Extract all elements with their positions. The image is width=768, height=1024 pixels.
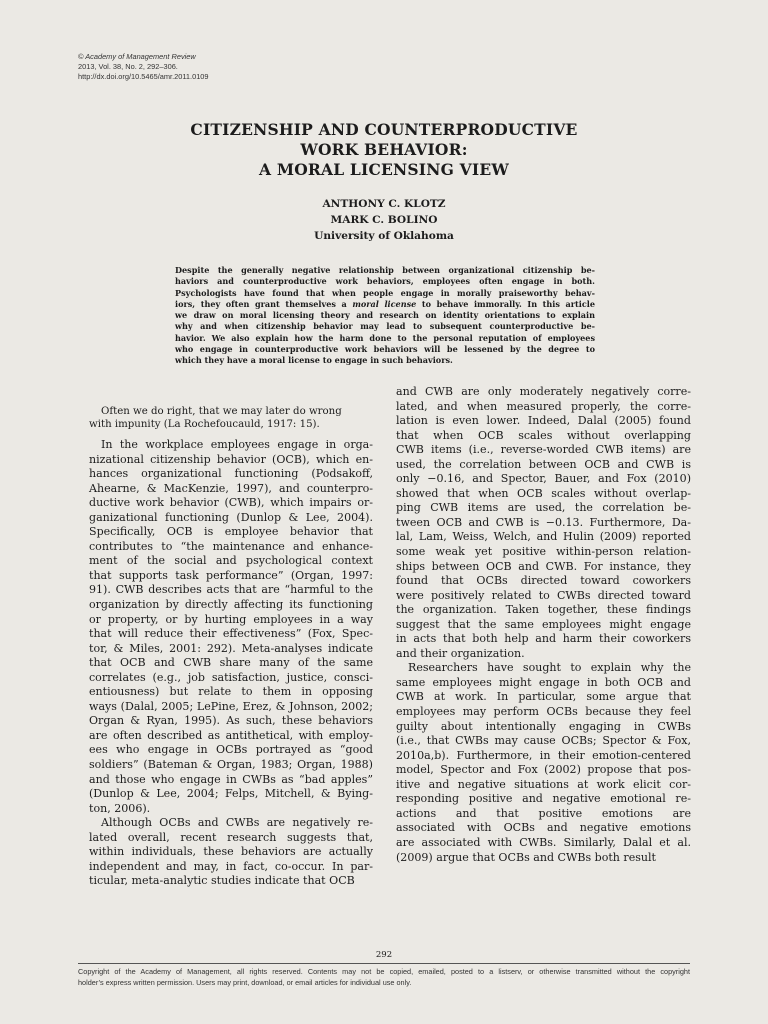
- body-line: that supports task performance” (Organ, 1997:: [89, 568, 373, 582]
- body-line: ping CWB items are used, the correlation be-: [396, 501, 691, 515]
- body-line: were positively related to CWBs directed toward: [396, 588, 691, 602]
- abstract-line: haviors and counterproductive work behaviors, employees often engage in both.: [175, 276, 595, 287]
- body-line: ees who engage in OCBs portrayed as “good: [89, 743, 373, 757]
- epigraph-line: with impunity (La Rochefoucauld, 1917: 15).: [89, 419, 320, 430]
- body-line: contributes to “the maintenance and enhance-: [89, 539, 373, 553]
- body-line: ships between OCB and CWB. For instance, they: [396, 559, 691, 573]
- body-line: employees may perform OCBs because they feel: [396, 705, 691, 719]
- body-line: same employees might engage in both OCB and: [396, 675, 691, 689]
- author-name: MARK C. BOLINO: [330, 214, 438, 226]
- epigraph: [89, 405, 373, 431]
- epigraph-line: Often we do right, that we may later do wrong: [101, 406, 342, 417]
- body-line: tor, & Miles, 2001: 292). Meta-analyses indicate: [89, 641, 373, 655]
- doi-link[interactable]: http://dx.doi.org/10.5465/amr.2011.0109: [78, 72, 209, 81]
- copyright-line: Copyright of the Academy of Management, all rights reserved. Contents may not be copied, emailed, posted to a listserv, or otherwise transmitted without the copyright: [78, 967, 690, 976]
- body-line: that when OCB scales without overlapping: [396, 428, 691, 442]
- journal-header: [78, 52, 209, 82]
- abstract-line: which they have a moral license to engage in such behaviors.: [175, 355, 453, 365]
- body-line: found that OCBs directed toward coworkers: [396, 574, 691, 588]
- body-line: correlates (e.g., job satisfaction, justice, consci-: [89, 670, 373, 684]
- abstract-line: why and when citizenship behavior may lead to subsequent counterproductive be-: [175, 321, 595, 332]
- body-line: showed that when OCB scales without overlap-: [396, 486, 691, 500]
- body-line: associated with OCBs and negative emotions: [396, 821, 691, 835]
- body-line: lal, Lam, Weiss, Welch, and Hulin (2009) reported: [396, 530, 691, 544]
- title-line: A MORAL LICENSING VIEW: [259, 160, 509, 179]
- journal-name: © Academy of Management Review: [78, 52, 196, 61]
- body-line: CWB items (i.e., reverse-worded CWB items) are: [396, 443, 691, 457]
- article-title: [0, 120, 768, 180]
- body-line: that OCB and CWB share many of the same: [89, 656, 373, 670]
- body-line: soldiers” (Bateman & Organ, 1983; Organ, 1988): [89, 758, 373, 772]
- body-line: ways (Dalal, 2005; LePine, Erez, & Johnson, 2002;: [89, 699, 373, 713]
- abstract-line: we draw on moral licensing theory and research on identity orientations to explain: [175, 310, 595, 320]
- page-number: 292: [375, 950, 393, 960]
- body-line: only −0.16, and Spector, Bauer, and Fox (2010): [396, 472, 691, 486]
- body-line: and their organization.: [396, 646, 525, 660]
- body-line: some weak yet positive within-person relation-: [396, 545, 691, 559]
- body-line: In the workplace employees engage in orga-: [101, 438, 373, 451]
- body-line: tween OCB and CWB is −0.13. Furthermore, Da-: [396, 515, 691, 529]
- abstract-line: Despite the generally negative relationship between organizational citizenship be-: [175, 265, 595, 275]
- abstract-line: Psychologists have found that when people engage in morally praiseworthy behav-: [175, 287, 595, 298]
- body-line: Researchers have sought to explain why the: [408, 661, 691, 675]
- body-line: lated, and when measured properly, the corre-: [396, 399, 691, 413]
- abstract-line: iors, they often grant themselves a moral license to behave immorally. In this article: [175, 298, 595, 309]
- body-line: guilty about intentionally engaging in CWBs: [396, 719, 691, 733]
- copyright-line: holder’s express written permission. Users may print, download, or email articles for individual use only.: [78, 977, 412, 987]
- abstract-line: who engage in counterproductive work behaviors will be lessened by the degree to: [175, 343, 595, 354]
- right-column: [396, 385, 691, 865]
- body-line: (i.e., that CWBs may cause OCBs; Spector & Fox,: [396, 734, 691, 748]
- body-line: are associated with CWBs. Similarly, Dalal et al.: [396, 835, 691, 849]
- body-line: 2010a,b). Furthermore, in their emotion-centered: [396, 748, 691, 762]
- body-line: within individuals, these behaviors are actually: [89, 845, 373, 859]
- body-line: Although OCBs and CWBs are negatively re-: [101, 816, 373, 830]
- body-line: 91). CWB describes acts that are “harmful to the: [89, 583, 373, 597]
- body-line: nizational citizenship behavior (OCB), which en-: [89, 452, 373, 466]
- body-line: Specifically, OCB is employee behavior that: [89, 525, 373, 539]
- left-column: [89, 405, 373, 889]
- body-line: are often described as antithetical, with employ-: [89, 728, 373, 742]
- body-line: lated overall, recent research suggests that,: [89, 830, 373, 844]
- body-line: hances organizational functioning (Podsakoff,: [89, 467, 373, 481]
- body-line: ticular, meta-analytic studies indicate that OCB: [89, 874, 355, 888]
- title-line: CITIZENSHIP AND COUNTERPRODUCTIVE: [190, 120, 578, 139]
- body-line: independent and may, in fact, co-occur. In par-: [89, 859, 373, 873]
- body-line: ductive work behavior (CWB), which impairs or-: [89, 496, 373, 510]
- body-line: suggest that the same employees might engage: [396, 617, 691, 631]
- body-line: (2009) argue that OCBs and CWBs both result: [396, 850, 656, 864]
- body-line: responding positive and negative emotional re-: [396, 792, 691, 806]
- body-line: itive and negative situations at work elicit cor-: [396, 777, 691, 791]
- body-line: ment of the social and psychological context: [89, 554, 373, 568]
- left-column-body: [89, 438, 373, 889]
- title-line: WORK BEHAVIOR:: [300, 140, 468, 159]
- body-line: (Dunlop & Lee, 2004; Felps, Mitchell, & Bying-: [89, 787, 373, 801]
- abstract: [175, 265, 595, 366]
- body-line: actions and that positive emotions are: [396, 806, 691, 820]
- body-line: Ahearne, & MacKenzie, 1997), and counterpro-: [89, 481, 373, 495]
- body-line: or property, or by hurting employees in a way: [89, 612, 373, 626]
- body-line: CWB at work. In particular, some argue that: [396, 690, 691, 704]
- body-line: used, the correlation between OCB and CWB is: [396, 457, 691, 471]
- body-line: the organization. Taken together, these findings: [396, 603, 691, 617]
- body-line: entiousness) but relate to them in opposing: [89, 685, 373, 699]
- body-line: and those who engage in CWBs as “bad apples”: [89, 772, 373, 786]
- author-block: [0, 196, 768, 244]
- abstract-line: havior. We also explain how the harm done to the personal reputation of employees: [175, 332, 595, 343]
- author-affiliation: University of Oklahoma: [314, 230, 454, 242]
- body-line: lation is even lower. Indeed, Dalal (2005) found: [396, 414, 691, 428]
- body-line: ton, 2006).: [89, 801, 151, 815]
- body-line: model, Spector and Fox (2002) propose that pos-: [396, 763, 691, 777]
- body-line: in acts that both help and harm their coworkers: [396, 632, 691, 646]
- footer-divider: [78, 963, 690, 964]
- body-line: that will reduce their effectiveness” (Fox, Spec-: [89, 627, 373, 641]
- body-line: ganizational functioning (Dunlop & Lee, 2004).: [89, 510, 373, 524]
- volume-info: 2013, Vol. 38, No. 2, 292–306.: [78, 62, 178, 71]
- body-line: organization by directly affecting its functioning: [89, 598, 373, 612]
- author-name: ANTHONY C. KLOTZ: [322, 198, 446, 210]
- body-line: and CWB are only moderately negatively corre-: [396, 385, 691, 398]
- copyright-notice: [78, 967, 690, 988]
- body-line: Organ & Ryan, 1995). As such, these behaviors: [89, 714, 373, 728]
